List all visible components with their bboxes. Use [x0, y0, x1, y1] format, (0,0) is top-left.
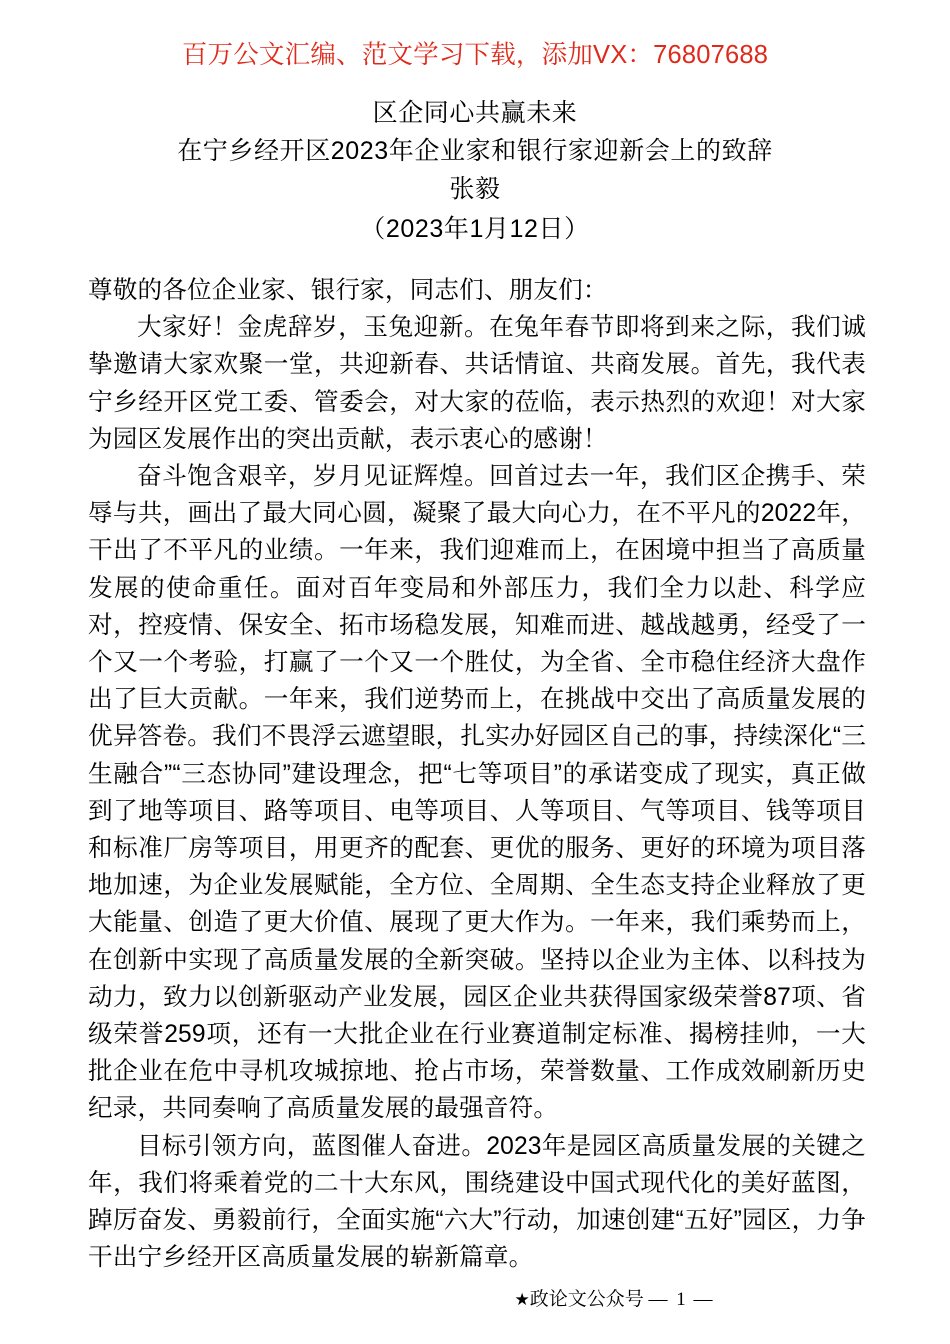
document-main-title: 区企同心共赢未来: [372, 99, 578, 127]
paragraph-greeting: 大家好！金虎辞岁，玉兔迎新。在兔年春节即将到来之际，我们诚挚邀请大家欢聚一堂，共迎新春、共话情谊、共商发展。首先，我代表宁乡经开区党工委、管委会，对大家的莅临，表示热烈的欢迎！对大家为园区发展作出的突出贡献，表示衷心的感谢！: [88, 314, 866, 453]
document-title-block: [0, 95, 950, 250]
page-footer: [0, 1288, 950, 1312]
paragraph-salutation: 尊敬的各位企业家、银行家，同志们、朋友们：: [88, 277, 608, 304]
document-subtitle: 在宁乡经开区2023年企业家和银行家迎新会上的致辞: [177, 137, 773, 165]
footer-inner: [236, 1288, 713, 1312]
star-icon: ★: [514, 1290, 530, 1309]
document-date: （2023年1月12日）: [360, 215, 590, 243]
footer-account-label: 政论文公众号: [529, 1289, 644, 1310]
document-author: 张毅: [449, 175, 501, 203]
page-number: 1: [676, 1289, 686, 1310]
paragraph-review: 奋斗饱含艰辛，岁月见证辉煌。回首过去一年，我们区企携手、荣辱与共，画出了最大同心圆，凝聚了最大向心力，在不平凡的2022年，干出了不平凡的业绩。一年来，我们迎难而上，在困境中担当了高质量发展的使命重任。面对百年变局和外部压力，我们全力以赴、科学应对，控疫情、保安全、拓市场稳发展，知难而进、越战越勇，经受了一个又一个考验，打赢了一个又一个胜仗，为全省、全市稳住经济大盘作出了巨大贡献。一年来，我们逆势而上，在挑战中交出了高质量发展的优异答卷。我们不畏浮云遮望眼，扎实办好园区自己的事，持续深化“三生融合”“三态协同”建设理念，把“七等项目”的承诺变成了现实，真正做到了地等项目、路等项目、电等项目、人等项目、气等项目、钱等项目和标准厂房等项目，用更齐的配套、更优的服务、更好的环境为项目落地加速，为企业发展赋能，全方位、全周期、全生态支持企业释放了更大能量、创造了更大价值、展现了更大作为。一年来，我们乘势而上，在创新中实现了高质量发展的全新突破。坚持以企业为主体、以科技为动力，致力以创新驱动产业发展，园区企业共获得国家级荣誉87项、省级荣誉259项，还有一大批企业在行业赛道制定标准、揭榜挂帅，一大批企业在危中寻机攻城掠地、抢占市场，荣誉数量、工作成效刷新历史纪录，共同奏响了高质量发展的最强音符。: [88, 463, 866, 1123]
promo-watermark-header: 百万公文汇编、范文学习下载，添加VX：76807688: [181, 41, 769, 69]
footer-dash-right: —: [693, 1289, 714, 1310]
paragraph-outlook: 目标引领方向，蓝图催人奋进。2023年是园区高质量发展的关键之年，我们将乘着党的二十大东风，围绕建设中国式现代化的美好蓝图，踔厉奋发、勇毅前行，全面实施“六大”行动，加速创建“五好”园区，力争干出宁乡经开区高质量发展的崭新篇章。: [88, 1132, 866, 1272]
footer-dash-left: —: [648, 1289, 669, 1310]
document-body: [88, 272, 866, 1276]
